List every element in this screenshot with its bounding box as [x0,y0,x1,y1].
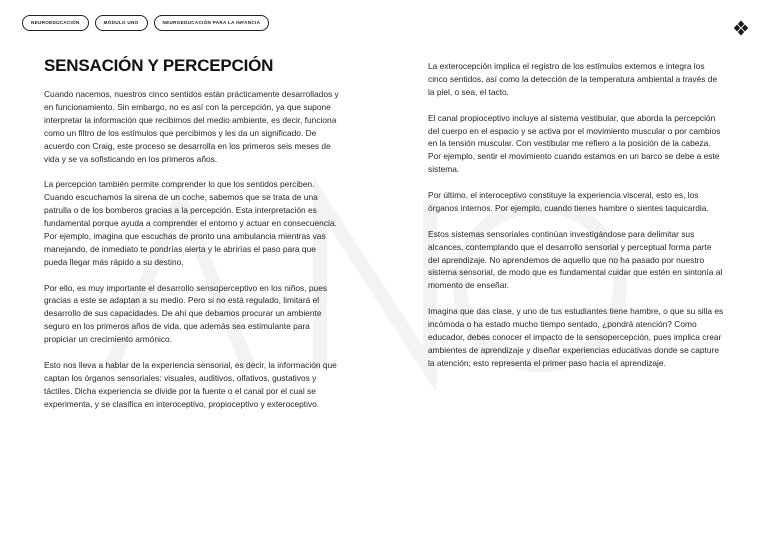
paragraph: La percepción también permite comprender lo que los sentidos perciben. Cuando escuchamos la sirena de un coche, sabemos que se trata de una patrulla o de los bomberos gracias a la percepción. Esta interpretación es fundamental porque ayuda a comprender el entorno y actuar en consecuencia. Por ejemplo, imagina que escuchas de pronto una ambulancia mientras vas manejando, de inmediato te pondrías alerta y le abrirías el paso para que pueda llegar más rápido a su destino. [44,179,337,267]
paragraph: La exterocepción implica el registro de los estímulos externos e integra los cinco sentidos, así como la detección de la temperatura ambiental a través de la piel, o sea, el tacto. [428,61,718,97]
page-title: SENSACIÓN Y PERCEPCIÓN [44,56,274,75]
paragraph: El canal propioceptivo incluye al sistema vestibular, que aborda la percepción del cuerpo en el espacio y se activa por el movimiento muscular o por cambios en la tensión muscular. Con vestibular me refiero a la posición de la cabeza. Por ejemplo, sentir el movimiento cuando estamos en un barco se debe a este sistema. [428,112,721,175]
tag-modulo-uno[interactable]: MÓDULO UNO [95,15,148,31]
tag-neuroeducacion-infancia[interactable]: NEUROEDUCACIÓN PARA LA INFANCIA [154,15,270,31]
breadcrumb-tags [22,15,269,31]
tag-neuroeducacion[interactable]: NEUROEDUCACIÓN [22,15,89,31]
paragraph: Esto nos lleva a hablar de la experiencia sensorial, es decir, la información que captan los órganos sensoriales: visuales, auditivos, olfativos, gustativos y táctiles. Dicha experiencia se divide por la fuente o el canal por el cual se experimenta, y se clasifica en interoceptivo, propioceptivo y exteroceptivo. [44,359,337,409]
left-column [44,56,340,424]
paragraph: Por ello, es muy importante el desarrollo sensoperceptivo en los niños, pues gracias a este se adaptan a su medio. Pero si no está regulado, limitará el desarrollo de sus capacidades. De ahí que debamos procurar un ambiente seguro en los primeros años de vida, que además sea estimulante para propiciar un crecimiento armónico. [44,282,328,345]
paragraph: Cuando nacemos, nuestros cinco sentidos están prácticamente desarrollados y en funcionamiento. Sin embargo, no es así con la percepción, ya que supone interpretar la información que recibimos del medio ambiente, es decir, funciona como un filtro de los estímulos que percibimos y les da un significado. De acuerdo con Craig, este proceso se desarrolla en los primeros seis meses de vida y se va sofisticando en los primeros años. [44,89,339,164]
diamond-cluster-icon [733,20,749,36]
right-column [428,60,724,383]
paragraph: Por último, el interoceptivo constituye la experiencia visceral, esto es, los órganos internos. Por ejemplo, cuando tienes hambre o sientes taquicardia. [428,190,709,213]
paragraph: Imagina que das clase, y uno de tus estudiantes tiene hambre, o que su silla es incómoda o ha estado mucho tiempo sentado, ¿pondrá atención? Como educador, debes conocer el impacto de la sensopercepción, pues implica crear ambientes de aprendizaje y diseñar experiencias educativas donde se capture la atención; esto representa el primer paso hacia el aprendizaje. [428,306,724,368]
paragraph: Estos sistemas sensoriales continúan investigándose para delimitar sus alcances, contemplando que el desarrollo sensorial y perceptual forma parte del aprendizaje. No aprendemos de aquello que no ha pasado por nuestro sistema sensorial, de modo que es fundamental cuidar que estén en sintonía al momento de enseñar. [428,228,723,291]
